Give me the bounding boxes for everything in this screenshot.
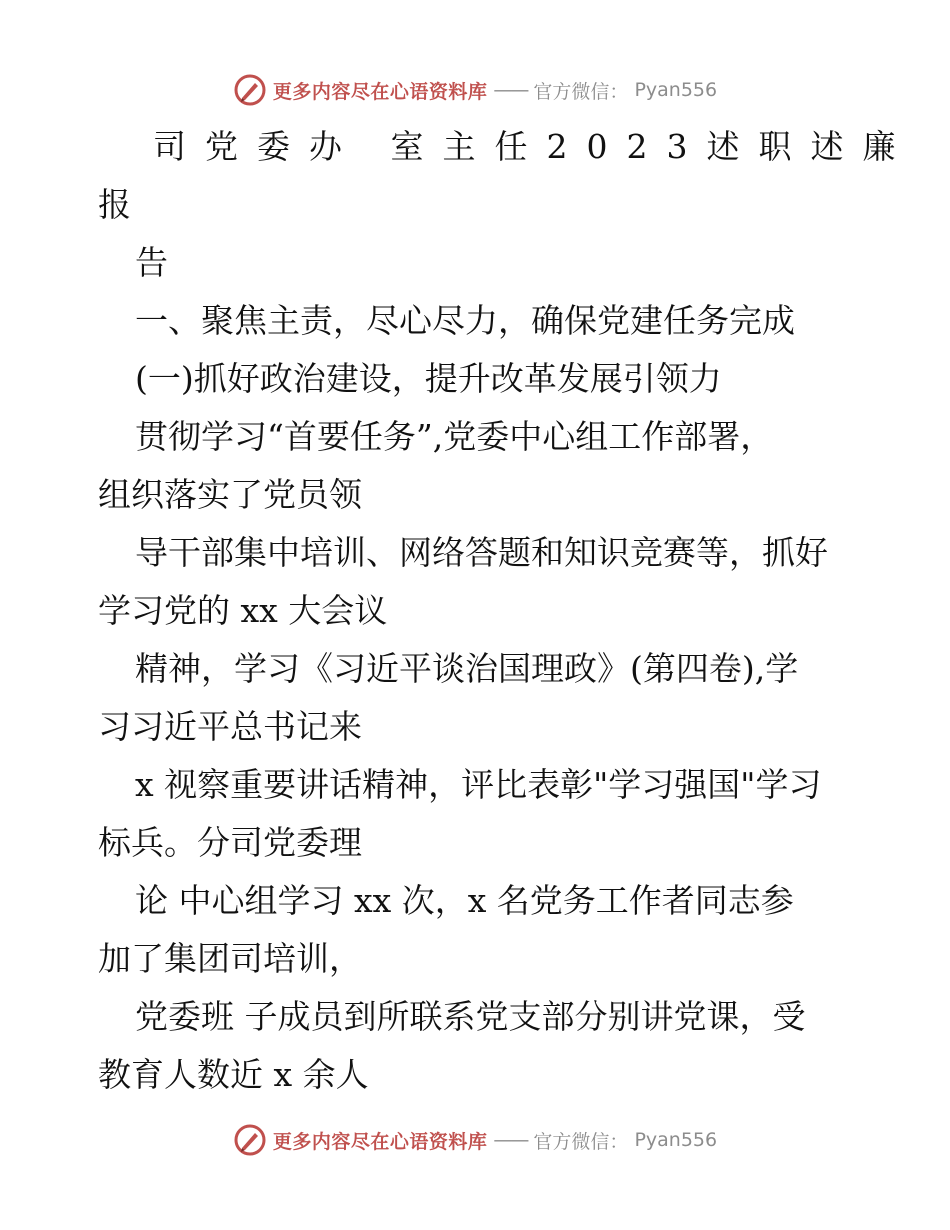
paragraph-line: 教育人数近 x 余人 <box>98 1055 369 1094</box>
watermark-account: Pyan556 <box>634 79 718 101</box>
paragraph-line: 学习党的 xx 大会议 <box>98 591 388 630</box>
paragraph-line: 贯彻学习“首要任务”,党委中心组工作部署， <box>135 417 774 456</box>
paragraph-line: x 视察重要讲话精神，评比表彰"学习强国"学习 <box>135 765 822 804</box>
watermark-red-text: 更多内容尽在心语资料库 <box>272 1130 488 1153</box>
paragraph-line: 加了集团司培训， <box>98 939 362 978</box>
section-heading: 一、聚焦主责，尽心尽力，确保党建任务完成 <box>135 301 795 340</box>
document-title-line-3: 告 <box>135 243 168 282</box>
watermark-dash: —— <box>493 1129 528 1151</box>
watermark-banner-content <box>233 1123 717 1157</box>
paragraph-line: 论 中心组学习 xx 次，x 名党务工作者同志参 <box>135 881 794 920</box>
paragraph-line: 党委班 子成员到所联系党支部分别讲党课，受 <box>135 997 806 1036</box>
paragraph-line: 导干部集中培训、网络答题和知识竞赛等，抓好 <box>135 533 828 572</box>
watermark-wechat-label: 官方微信： <box>533 1130 629 1153</box>
document-title-line-1: 司党委办 室主任2023述职述廉 <box>153 127 915 166</box>
watermark-wechat-label: 官方微信： <box>533 80 629 103</box>
paragraph-line: 组织落实了党员领 <box>98 475 362 514</box>
watermark-banner-bottom <box>0 1120 950 1160</box>
pen-circle-logo-icon <box>233 73 267 107</box>
watermark-banner-content <box>233 73 717 107</box>
subsection-heading: (一)抓好政治建设，提升改革发展引领力 <box>135 359 722 398</box>
paragraph-line: 标兵。分司党委理 <box>98 823 362 862</box>
pen-circle-logo-icon <box>233 1123 267 1157</box>
watermark-red-text: 更多内容尽在心语资料库 <box>272 80 488 103</box>
paragraph-line: 精神，学习《习近平谈治国理政》(第四卷),学 <box>135 649 799 688</box>
watermark-banner-top <box>0 70 950 110</box>
watermark-dash: —— <box>493 79 528 101</box>
watermark-account: Pyan556 <box>634 1129 718 1151</box>
document-body <box>98 118 915 1104</box>
paragraph-line: 习习近平总书记来 <box>98 707 362 746</box>
document-title-line-2: 报 <box>98 185 131 224</box>
